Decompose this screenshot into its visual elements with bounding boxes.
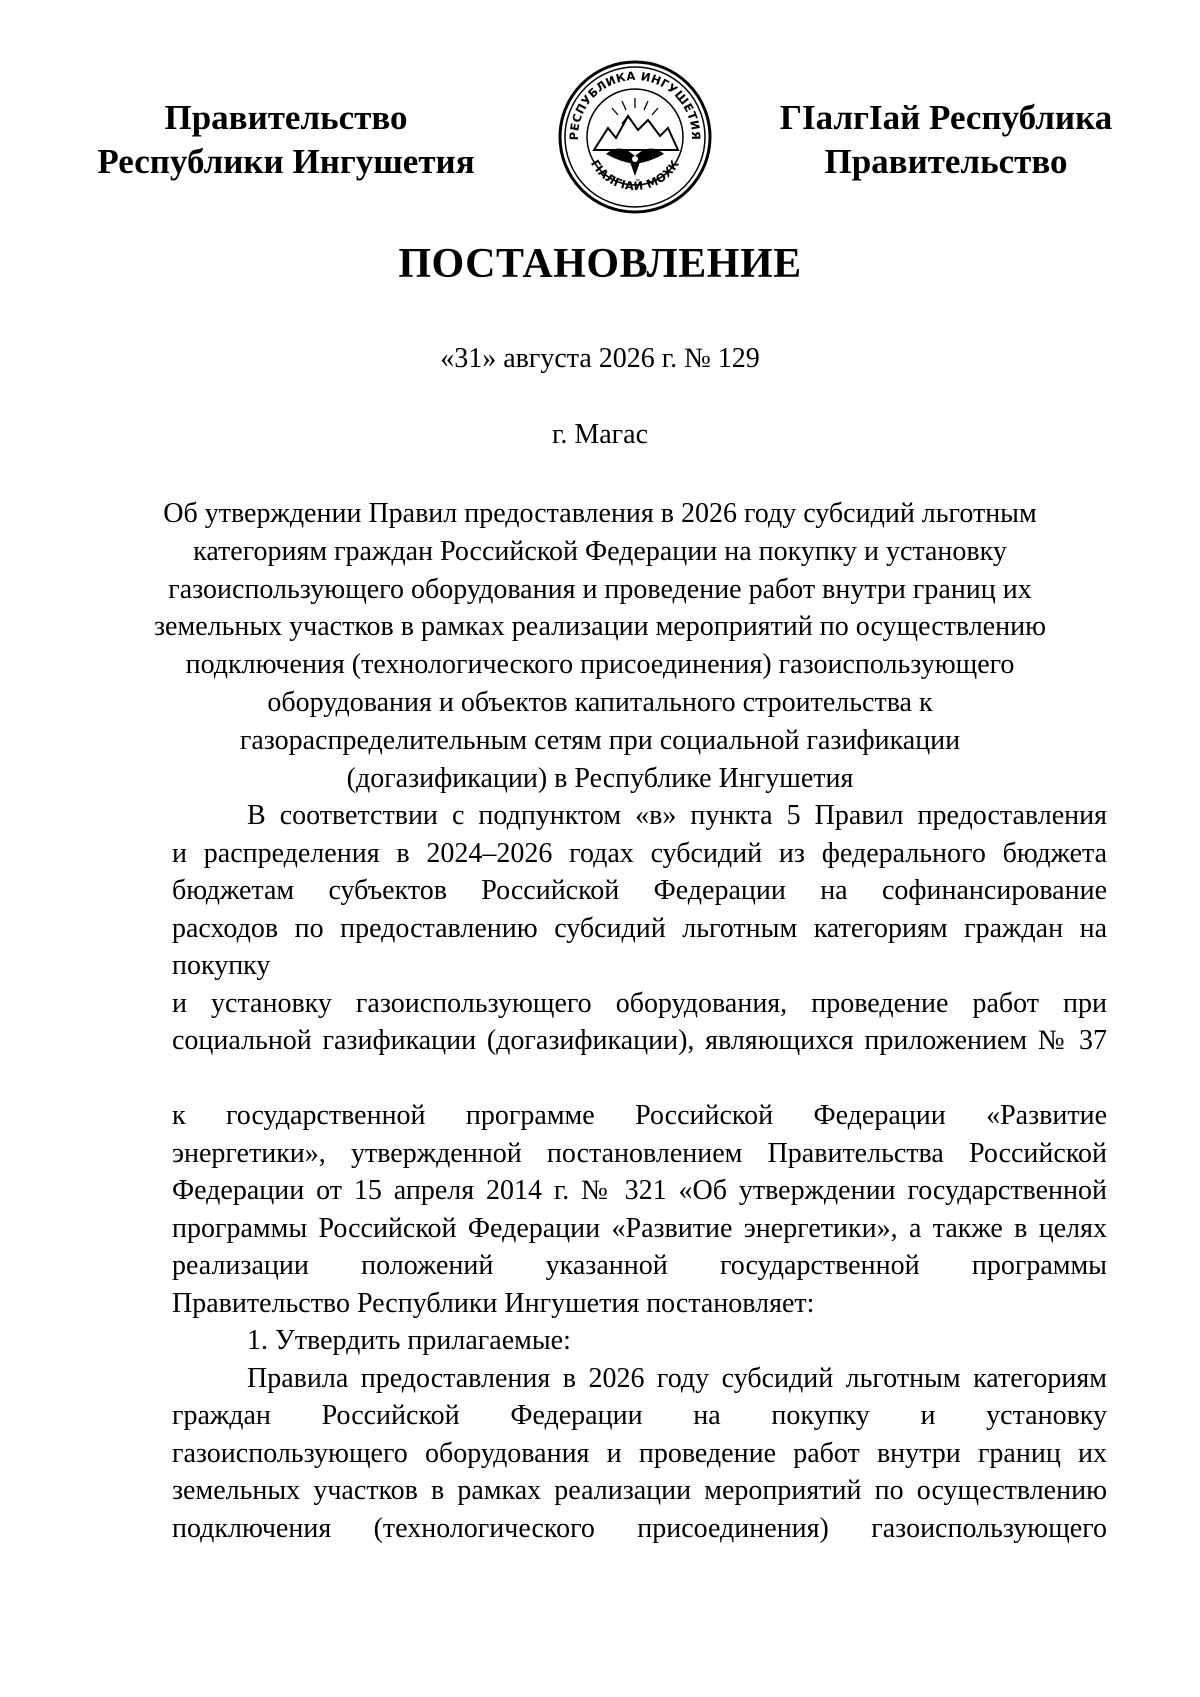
body-line: покупку	[172, 950, 271, 981]
document-body	[172, 797, 1107, 1547]
body-line: газоиспользующего оборудования и проведение работ внутри границ их	[172, 1437, 1107, 1469]
header-left-line-1: Правительство	[164, 98, 408, 137]
header-left-government-name	[86, 96, 486, 184]
emblem-icon	[556, 58, 714, 216]
body-line: энергетики», утвержденной постановлением Правительства Российской	[172, 1137, 1107, 1169]
header-right-government-name	[746, 96, 1146, 184]
document-title: ПОСТАНОВЛЕНИЕ	[398, 241, 802, 287]
body-line: программы Российской Федерации «Развитие энергетики», а также в целях	[172, 1212, 1107, 1244]
paragraph-gap	[172, 1060, 1107, 1098]
body-line: Федерации от 15 апреля 2014 г. № 321 «Об утверждении государственной	[172, 1175, 1107, 1206]
body-line: земельных участков в рамках реализации мероприятий по осуществлению	[172, 1475, 1107, 1506]
subject-line: газораспределительным сетям при социальной газификации	[239, 724, 961, 756]
body-line: В соответствии с подпунктом «в» пункта 5 Правил предоставления	[247, 800, 1107, 831]
body-line: и распределения в 2024–2026 годах субсидий из федерального бюджета	[172, 837, 1107, 869]
body-line: граждан Российской Федерации на покупку и установку	[172, 1400, 1107, 1431]
body-line: Правительство Республики Ингушетия постановляет:	[172, 1287, 815, 1319]
subject-line: Об утверждении Правил предоставления в 2026 году субсидий льготным	[163, 498, 1037, 529]
body-line: 1. Утвердить прилагаемые:	[247, 1325, 571, 1356]
subject-line: подключения (технологического присоединения) газоиспользующего	[185, 649, 1015, 681]
body-line: социальной газификации (догазификации), являющихся приложением № 37	[172, 1025, 1107, 1056]
subject-line: земельных участков в рамках реализации мероприятий по осуществлению	[154, 611, 1046, 643]
body-line: расходов по предоставлению субсидий льготным категориям граждан на	[172, 912, 1107, 944]
body-line: реализации положений указанной государственной программы	[172, 1250, 1107, 1281]
svg-text:ГIАЛГIАЙ МОХК: ГIАЛГIАЙ МОХК	[587, 157, 683, 194]
subject-line: оборудования и объектов капитального строительства к	[267, 686, 933, 718]
document-subject	[150, 495, 1050, 797]
header-right-line-2: Правительство	[824, 142, 1068, 181]
document-date-number: «31» августа 2026 г. № 129	[440, 343, 760, 374]
body-line: Правила предоставления в 2026 году субсидий льготным категориям	[247, 1362, 1107, 1394]
document-city: г. Магас	[552, 419, 648, 450]
subject-line: газоиспользующего оборудования и проведение работ внутри границ их	[168, 573, 1032, 605]
body-line: к государственной программе Российской Федерации «Развитие	[172, 1100, 1107, 1131]
svg-text:РЕСПУБЛИКА ИНГУШЕТИЯ: РЕСПУБЛИКА ИНГУШЕТИЯ	[566, 68, 704, 141]
body-line: бюджетам субъектов Российской Федерации на софинансирование	[172, 875, 1107, 906]
body-line: подключения (технологического присоединения) газоиспользующего	[172, 1512, 1107, 1544]
header-left-line-2: Республики Ингушетия	[97, 142, 475, 181]
header-right-line-1: ГIалгIай Республика	[779, 98, 1113, 137]
subject-line: категориям граждан Российской Федерации на покупку и установку	[193, 535, 1007, 567]
body-line: и установку газоиспользующего оборудования, проведение работ при	[172, 987, 1107, 1019]
subject-line: (догазификации) в Республике Ингушетия	[346, 762, 854, 794]
